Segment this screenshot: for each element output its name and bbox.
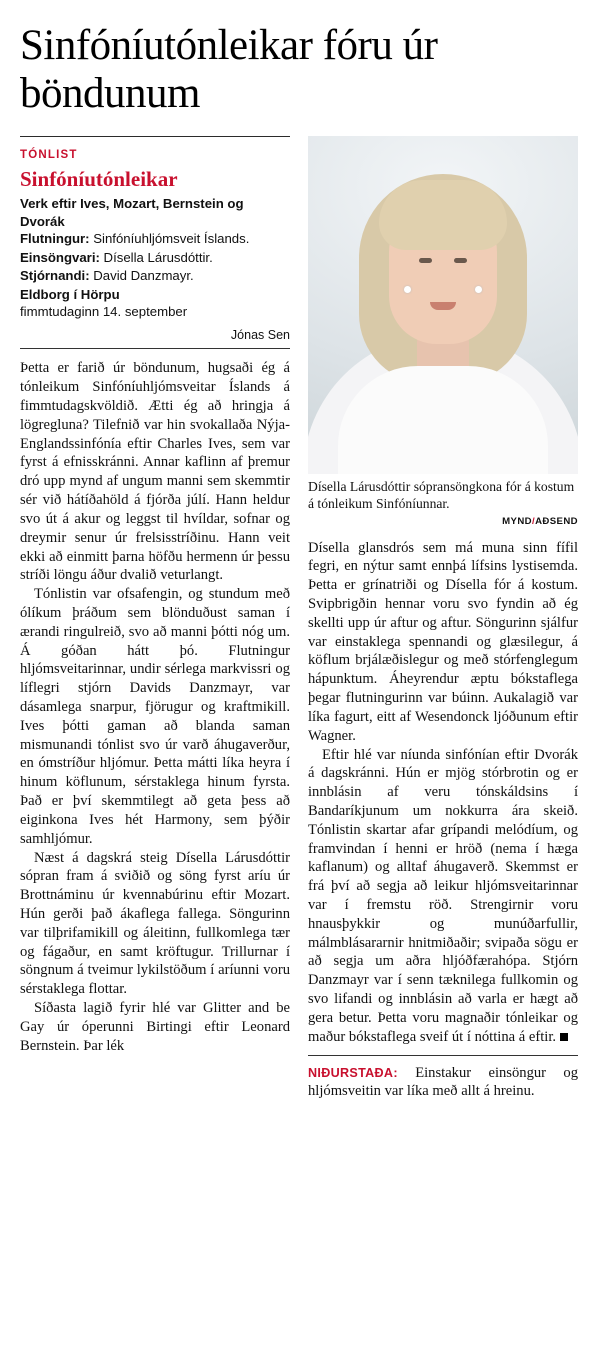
review-works: Verk eftir Ives, Mozart, Bernstein og Dvorák (20, 196, 244, 229)
review-soloist-value: Dísella Lárusdóttir. (103, 249, 213, 265)
paragraph: Síðasta lagið fyrir hlé var Glitter and be Gay úr óperunni Birtingi eftir Leonard Bernstein. Þar lék (20, 1000, 290, 1054)
photo-credit-separator: / (532, 515, 536, 527)
page-title: Sinfóníutónleikar fóru úr böndunum (20, 22, 438, 118)
review-conductor-value: David Danzmayr. (93, 268, 194, 284)
photo-mouth (430, 302, 456, 310)
divider-byline (20, 348, 290, 349)
right-body-text (308, 539, 578, 1047)
section-kicker: TÓNLIST (20, 149, 78, 162)
paragraph: Þetta er farið úr böndunum, hugsaði ég á tónleikum Sinfóníuhljómsveitar Íslands á fimmtudagskvöldið. Ætti ég að hringja á lögregluna? Tilefnið var hin svokallaða Nýja-Englandssinfónía eftir Charles Ives, sem var fyrst á efnisskránni. Annar kaflinn af þremur dró upp mynd af ungum manni sem skemmtir sér við hátíðahöld á fjórða júlí. Hann heldur svo út á akur og leggst til hvíldar, sofnar og dreymir senur úr frelsisstríðinu. Hann veit ekki að einmitt þarna höfðu hermenn úr þessu stríði löngu áður dvalið veturlangt. (20, 360, 290, 584)
photo-credit-source: AÐSEND (535, 515, 578, 527)
review-performer-value: Sinfóníuhljómsveit Íslands. (93, 231, 250, 247)
left-body-text (20, 359, 290, 1055)
photo-eye-left (419, 258, 432, 263)
review-performer (20, 230, 290, 247)
verdict-text: Einstakur einsöngur og hljómsveitin var líka með allt á hreinu. (308, 1064, 578, 1100)
review-soloist-label: Einsöngvari: (20, 249, 100, 265)
verdict-box (308, 1055, 578, 1102)
verdict-label: NIÐURSTAÐA: (308, 1065, 398, 1080)
paragraph-text: Eftir hlé var níunda sinfónían eftir Dvorák á dagskránni. Hún er mjög stórbrotin og er innblásin af veru tónskáldsins í Bandaríkjunum um nokkurra ára skeið. Tónlistin skartar afar grípandi melódíum, og framvindan í henni er hröð (nema í hæga kaflanum) og alltaf áhugaverð. Skemmst er frá því að segja að leikur hljómsveitarinnar var í fremstu röð. Strengirnir voru hnausþykkir og munúðarfullir, málmblásararnir hnitmiðaðir; svipaða sögu er að segja um aðra hljóðfærahópa. Stjórn Danzmayr var í senn tæknilega fullkomin og svo lifandi og innblásin að varla er hægt að gera betur. Þetta voru magnaðir tónleikar og maður bókstaflega sveif út í nóttina á eftir. (308, 746, 578, 1045)
left-column (20, 136, 290, 1055)
review-performer-label: Flutningur: (20, 231, 90, 247)
paragraph (308, 746, 578, 1047)
photo-credit-prefix: MYND (502, 515, 532, 527)
review-date: fimmtudaginn 14. september (20, 303, 188, 319)
photo-caption: Dísella Lárusdóttir sópransöngkona fór á kostum á tónleikum Sinfóníunnar. (308, 479, 575, 512)
paragraph: Næst á dagskrá steig Dísella Lárusdóttir sópran fram á sviðið og söng fyrst aríu úr Brottnáminu úr kvennabúrinu eftir Mozart. Hún gerði það ákaflega fallega. Söngurinn var tilþrifamikill og áleitinn, fullkomlega tær og fágaður, en samt kröftugur. Trillurnar í söngnum á tveimur lykilstöðum í aríunni voru sérstaklega flottar. (20, 849, 290, 998)
divider-top-left (20, 136, 290, 137)
photo-figure (308, 136, 578, 526)
paragraph: Tónlistin var ofsafengin, og stundum með ólíkum þráðum sem blönduðust saman í ærandi ringulreið, svo að manni þótti nóg um. Á góðan hátt þó. Flutningur hljómsveitarinnar, undir sérlega markvissri og líflegri stjórn Davids Danzmayr, var dásamlega snarpur, fjörugur og kraftmikill. Ives þótti gaman að blanda saman mismunandi tónlist svo úr varð áhugaverður, en ómstríður hljómur. Þetta mátti líka heyra í hinum köflunum, sérstaklega hinum fyrsta. Það er því skemmtilegt að geta þess að eiginkona Ives hét Harmony, sem þýðir samhljómur. (20, 586, 290, 847)
paragraph: Dísella glansdrós sem má muna sinn fífil fegri, en nýtur samt ennþá lífsins lystisemda. Þetta er grínatriði og Dísella fór á kostum. Svipbrigðin hennar voru svo fyndin að ég skellti upp úr aftur og aftur. Söngurinn sjálfur var einstaklega spennandi og glæsilegur, á köflum brjálæðislegur og með stórfenglegum hápunktum. Áheyrendur æptu bókstaflega þegar flutningurinn var búinn. Aukalagið var líka fagurt, eitt af Wesendonck ljóðunum eftir Wagner. (308, 539, 578, 744)
portrait-photo (308, 136, 578, 474)
photo-credit (308, 516, 578, 527)
end-mark (560, 1033, 568, 1041)
byline: Jónas Sen (230, 328, 290, 343)
review-venue: Eldborg í Hörpu (20, 286, 120, 302)
review-soloist (20, 249, 290, 266)
review-title: Sinfóníutónleikar (20, 167, 178, 192)
photo-eye-right (454, 258, 467, 263)
photo-garment (338, 366, 548, 474)
review-conductor (20, 267, 290, 284)
review-conductor-label: Stjórnandi: (20, 268, 90, 284)
photo-hair-front (379, 180, 507, 250)
right-column (308, 136, 578, 1101)
article-columns (20, 136, 588, 1101)
